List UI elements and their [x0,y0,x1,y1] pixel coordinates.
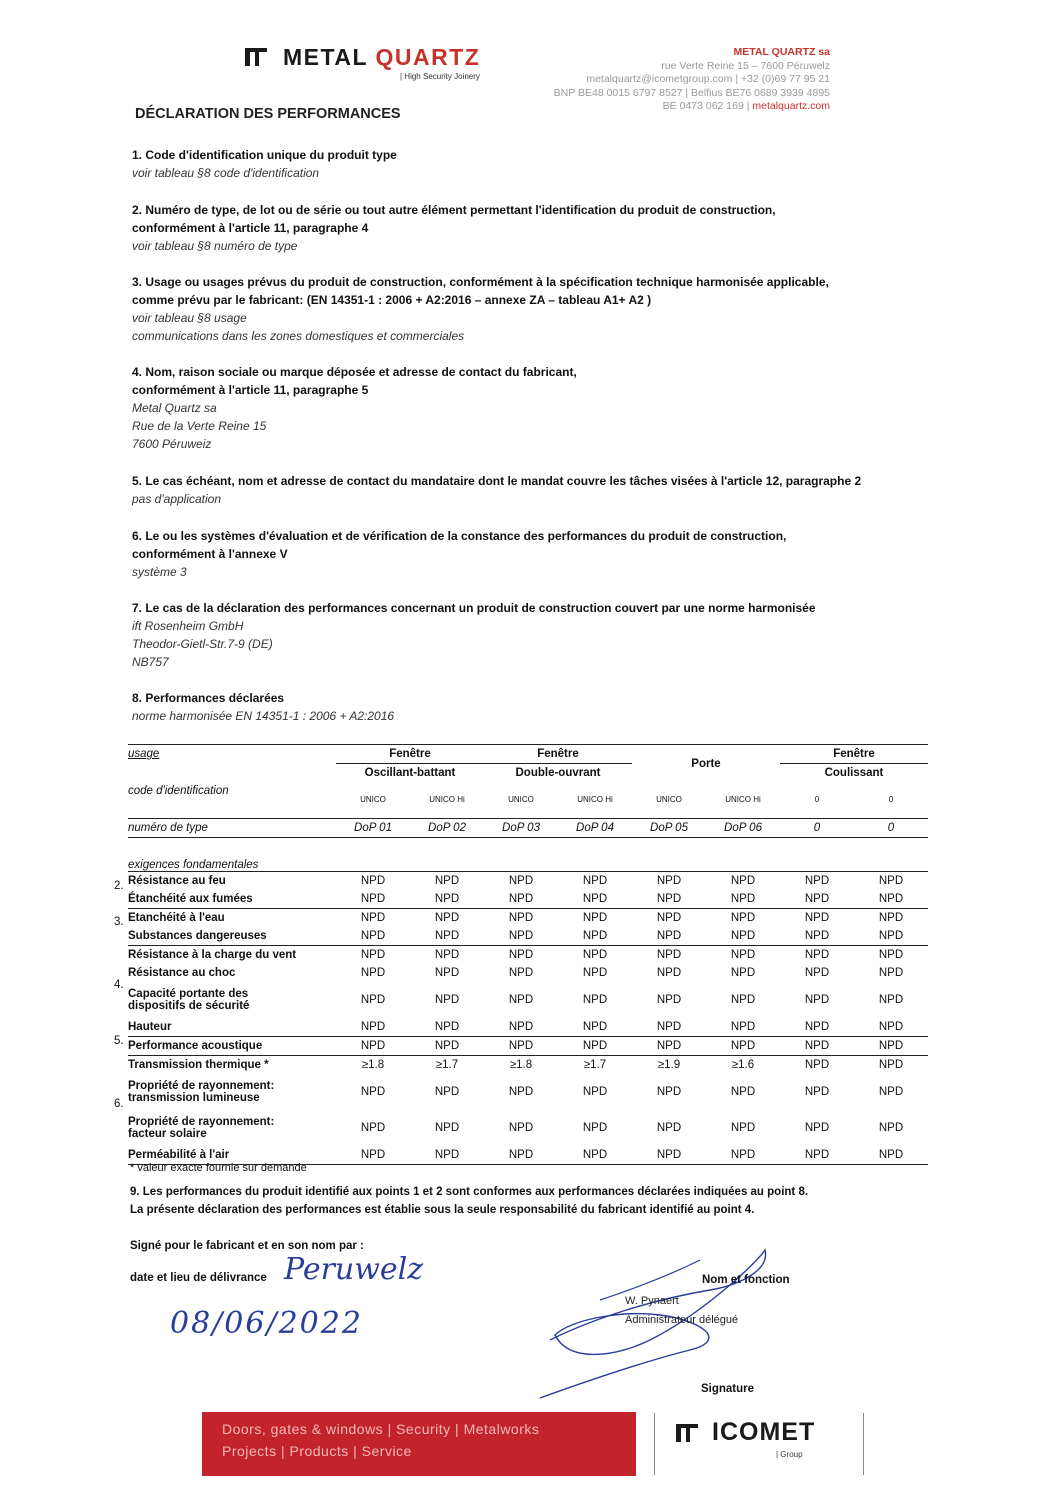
group-header: Fenêtre [537,748,579,760]
company-website[interactable]: metalquartz.com [752,100,830,113]
company-address: rue Verte Reine 15 – 7600 Péruwelz [661,59,830,72]
performance-value: NPD [360,948,386,961]
handwritten-date: 08/06/2022 [170,1306,363,1341]
performance-value: NPD [336,927,410,946]
performance-value: NPD [730,966,756,979]
performance-value: NPD [484,1146,558,1165]
performance-value: NPD [804,911,830,924]
performance-value: ≥1.9 [632,1055,706,1074]
performance-value: NPD [730,993,756,1006]
requirement-row [128,1018,928,1037]
group-number: 3. [114,916,124,928]
performance-value: NPD [336,890,410,909]
performance-value: NPD [336,1018,410,1037]
section-6: 6. Le ou les systèmes d'évaluation et de vérification de la constance des performances du produit de construction, conformément à l'annexe V système 3 [132,529,787,579]
group-subheader: Coulissant [780,764,928,783]
performance-value: NPD [632,1036,706,1055]
performance-value: NPD [706,1018,780,1037]
performance-value: NPD [434,911,460,924]
icomet-logo-icon [676,1424,698,1442]
metal-quartz-logo-icon [245,48,267,66]
requirement-label: Performance acoustique [128,1036,336,1055]
performance-value: NPD [878,948,904,961]
code-cell: UNICO [508,795,534,805]
performance-value: NPD [804,993,830,1006]
requirement-label: Perméabilité à l'air [128,1146,336,1165]
performance-value: NPD [410,1036,484,1055]
performance-value: NPD [804,1121,830,1134]
performance-value: NPD [410,871,484,890]
performance-value: NPD [582,1121,608,1134]
code-cell: UNICO Hi [577,795,613,805]
performance-value: NPD [336,1036,410,1055]
performance-value: NPD [878,966,904,979]
code-label: code d'identification [128,784,229,797]
group-number: 5. [114,1035,124,1047]
company-bank: BNP BE48 0015 6797 8527 | Belfius BE76 0689 3939 4895 [553,86,830,99]
performance-value: NPD [656,1121,682,1134]
logo-tagline: | High Security Joinery [400,72,480,81]
performance-value: NPD [878,911,904,924]
company-contact: metalquartz@icometgroup.com | +32 (0)69 77 95 21 [586,73,830,86]
performance-value: NPD [878,1085,904,1098]
type-cell: DoP 03 [502,821,540,834]
performance-value: NPD [558,927,632,946]
group-number: 6. [114,1098,124,1110]
performance-value: ≥1.7 [410,1055,484,1074]
performance-value: NPD [804,1085,830,1098]
performance-value: NPD [434,948,460,961]
performance-value: NPD [632,927,706,946]
performance-value: NPD [410,1018,484,1037]
section-2: 2. Numéro de type, de lot ou de série ou tout autre élément permettant l'identification du produit de construction, conformément à l'article 11, paragraphe 4 voir tableau §8 numéro de type [132,203,776,253]
requirement-label: Résistance au feu [128,871,336,890]
performance-value: NPD [878,1121,904,1134]
type-cell: DoP 05 [650,821,688,834]
group-header: Fenêtre [389,748,431,760]
performance-value: NPD [632,890,706,909]
performance-value: NPD [706,1036,780,1055]
group-number: 2. [114,880,124,892]
section-3: 3. Usage ou usages prévus du produit de construction, conformément à la spécification technique harmonisée applicable, comme prévu par le fabricant: (EN 14351-1 : 2006 + A2:2016 – annexe ZA – tableau A1+ A2 ) voir tableau §8 usage communications dans les zones domestiques et commerciales [132,275,829,343]
performance-value: NPD [730,911,756,924]
performance-value: NPD [558,871,632,890]
performance-value: NPD [434,1121,460,1134]
performance-value: NPD [854,1018,928,1037]
section-8: 8. Performances déclarées norme harmonisée EN 14351-1 : 2006 + A2:2016 [132,691,395,723]
requirement-label: Résistance à la charge du vent [128,948,297,961]
performance-value: NPD [484,871,558,890]
performance-value: NPD [854,1146,928,1165]
performance-value: NPD [508,993,534,1006]
section-1: 1. Code d'identification unique du produit type voir tableau §8 code d'identification [132,148,397,180]
performance-value: NPD [508,948,534,961]
performance-value: NPD [508,1121,534,1134]
performance-table [128,744,928,1165]
signer-role: Administrateur délégué [625,1314,739,1326]
usage-label: usage [128,748,160,761]
performance-value: NPD [656,993,682,1006]
performance-value: NPD [508,966,534,979]
type-cell: 0 [813,821,821,834]
performance-value: NPD [854,1036,928,1055]
footer-divider [863,1413,864,1475]
signed-label: Signé pour le fabricant et en son nom par : [130,1240,364,1252]
performance-value: NPD [434,1085,460,1098]
performance-value: NPD [706,871,780,890]
performance-value: NPD [360,966,386,979]
performance-value: NPD [656,948,682,961]
performance-value: NPD [854,890,928,909]
footer-services: Doors, gates & windows | Security | Metalworks Projects | Products | Service [222,1421,540,1459]
requirement-label: Transmission thermique * [128,1055,336,1074]
performance-value: NPD [780,890,854,909]
performance-value: NPD [484,890,558,909]
performance-value: NPD [558,1036,632,1055]
performance-value: NPD [780,1146,854,1165]
performance-value: NPD [706,927,780,946]
requirement-row [128,964,928,982]
requirement-label: Propriété de rayonnement: transmission lumineuse [128,1079,275,1104]
requirements-body [128,871,928,1164]
performance-value: NPD [582,966,608,979]
performance-value: NPD [780,1055,854,1074]
performance-value: NPD [632,1146,706,1165]
performance-value: NPD [656,911,682,924]
requirement-row [128,890,928,909]
performance-value: NPD [434,966,460,979]
performance-value: NPD [582,993,608,1006]
code-cell: UNICO [656,795,682,805]
performance-value: NPD [854,927,928,946]
code-cell: 0 [888,795,894,805]
group-number: 4. [114,979,124,991]
performance-value: NPD [780,1018,854,1037]
performance-value: ≥1.7 [558,1055,632,1074]
icomet-group-label: | Group [776,1450,803,1459]
performance-value: NPD [558,1018,632,1037]
section-4: 4. Nom, raison sociale ou marque déposée et adresse de contact du fabricant, conformément à l'article 11, paragraphe 5 Metal Quartz sa Rue de la Verte Reine 15 7600 Péruweiz [132,365,577,451]
requirement-label: Capacité portante des dispositifs de sécurité [128,987,250,1012]
requirement-row [128,945,928,964]
requirement-row [128,927,928,946]
type-cell: DoP 01 [354,821,392,834]
performance-value: NPD [804,966,830,979]
requirement-row [128,1074,928,1110]
performance-value: NPD [484,1018,558,1037]
performance-value: NPD [804,948,830,961]
performance-value: NPD [508,1085,534,1098]
performance-value: ≥1.8 [484,1055,558,1074]
performance-value: NPD [706,1146,780,1165]
group-subheader: Double-ouvrant [484,764,632,783]
company-name: METAL QUARTZ sa [733,46,830,58]
group-subheader: Oscillant-battant [336,764,484,783]
document-title: DÉCLARATION DES PERFORMANCES [135,106,401,122]
company-contact-block [554,46,830,114]
handwritten-place: Peruwelz [284,1252,424,1287]
icomet-logo: ICOMET [712,1418,816,1446]
requirement-label: Substances dangereuses [128,927,336,946]
group-header: Porte [691,757,721,770]
date-place-label: date et lieu de délivrance [130,1272,267,1284]
requirement-row [128,1055,928,1074]
type-cell: DoP 04 [576,821,614,834]
company-vat-web: BE 0473 062 169 | metalquartz.com [662,100,830,113]
type-label: numéro de type [128,821,208,834]
performance-value: NPD [706,890,780,909]
performance-value: NPD [582,911,608,924]
performance-value: NPD [730,948,756,961]
performance-value: ≥1.6 [706,1055,780,1074]
performance-value: NPD [484,927,558,946]
section-5: 5. Le cas échéant, nom et adresse de contact du mandataire dont le mandat couvre les tâches visées à l'article 12, paragraphe 2 pas d'application [132,474,862,506]
performance-value: NPD [780,927,854,946]
requirement-label: Etanchéité à l'eau [128,911,225,924]
performance-value: NPD [410,1146,484,1165]
footer-divider [654,1413,655,1475]
signature-label: Signature [701,1383,755,1395]
code-cell: 0 [814,795,820,805]
performance-value: NPD [360,993,386,1006]
requirement-row [128,982,928,1018]
type-cell: DoP 02 [428,821,466,834]
performance-value: NPD [656,966,682,979]
performance-value: NPD [730,1121,756,1134]
code-cell: UNICO Hi [725,795,761,805]
type-cell: DoP 06 [724,821,762,834]
performance-value: NPD [410,927,484,946]
group-header: Fenêtre [833,748,875,760]
performance-value: NPD [360,1121,386,1134]
performance-value: NPD [410,890,484,909]
performance-value: NPD [730,1085,756,1098]
performance-value: NPD [854,1055,928,1074]
code-cell: UNICO Hi [429,795,465,805]
conclusion: 9. Les performances du produit identifié aux points 1 et 2 sont conformes aux performances déclarées indiquées au point 8. La présente déclaration des performances est établie sous la seule responsabilité du fabricant identifié au point 4. [130,1186,809,1216]
requirement-label: Étanchéité aux fumées [128,890,336,909]
performance-value: NPD [632,871,706,890]
name-function-label: Nom et fonction [702,1274,790,1286]
signer-name: W. Pynaert [625,1295,679,1307]
performance-value: NPD [780,1036,854,1055]
type-cell: 0 [887,821,895,834]
performance-value: NPD [508,911,534,924]
performance-value: NPD [434,993,460,1006]
performance-value: NPD [582,1085,608,1098]
requirement-label: Propriété de rayonnement: facteur solaire [128,1115,275,1140]
performance-value: NPD [360,1085,386,1098]
footnote: * valeur exacte fournie sur demande [130,1162,307,1174]
performance-value: NPD [360,911,386,924]
requirement-row [128,1036,928,1055]
performance-value: NPD [336,1146,410,1165]
requirement-row [128,871,928,890]
code-cell: UNICO [360,795,386,805]
performance-value: NPD [558,1146,632,1165]
requirements-label: exigences fondamentales [128,858,259,871]
performance-value: NPD [656,1085,682,1098]
performance-value: NPD [878,993,904,1006]
performance-value: NPD [780,871,854,890]
performance-value: NPD [854,871,928,890]
requirement-label: Hauteur [128,1018,336,1037]
performance-value: NPD [632,1018,706,1037]
requirement-row [128,1110,928,1146]
performance-value: NPD [484,1036,558,1055]
section-7: 7. Le cas de la déclaration des performances concernant un produit de construction couvert par une norme harmonisée ift Rosenheim GmbH Theodor-Gietl-Str.7-9 (DE) NB757 [132,601,816,669]
performance-value: NPD [336,871,410,890]
signer-block [625,1292,738,1330]
performance-value: NPD [558,890,632,909]
requirement-label: Résistance au choc [128,966,236,979]
metal-quartz-logo: METAL QUARTZ [283,44,481,70]
performance-value: ≥1.8 [336,1055,410,1074]
performance-value: NPD [582,948,608,961]
requirement-row [128,908,928,927]
